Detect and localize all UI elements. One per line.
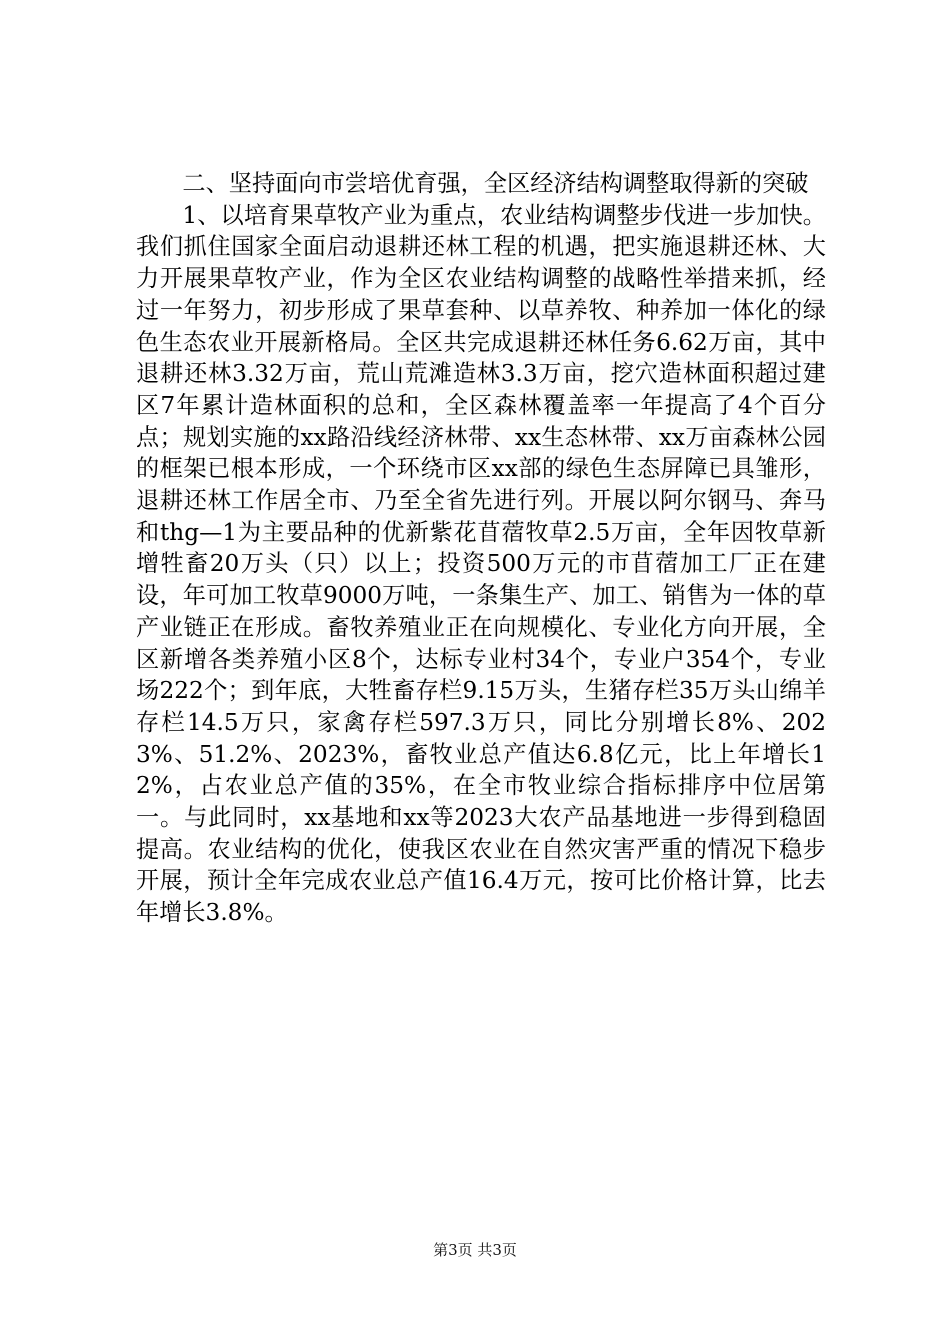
document-body	[136, 168, 826, 929]
section-heading: 二、坚持面向市尝培优育强，全区经济结构调整取得新的突破	[182, 170, 809, 197]
body-paragraph: 1、以培育果草牧产业为重点，农业结构调整步伐进一步加快。我们抓住国家全面启动退耕还林工程的机遇，把实施退耕还林、大力开展果草牧产业，作为全区农业结构调整的战略性举措来抓，经过一年努力，初步形成了果草套种、以草养牧、种养加一体化的绿色生态农业开展新格局。全区共完成退耕还林任务6.62万亩，其中退耕还林3.32万亩，荒山荒滩造林3.3万亩，挖穴造林面积超过建区7年累计造林面积的总和，全区森林覆盖率一年提高了4个百分点；规划实施的xx路沿线经济林带、xx生态林带、xx万亩森林公园的框架已根本形成，一个环绕市区xx部的绿色生态屏障已具雏形，退耕还林工作居全市、乃至全省先进行列。开展以阿尔钢马、奔马和thg—1为主要品种的优新紫花苜蓿牧草2.5万亩，全年因牧草新增牲畜20万头（只）以上；投资500万元的市苜蓿加工厂正在建设，年可加工牧草9000万吨，一条集生产、加工、销售为一体的草产业链正在形成。畜牧养殖业正在向规模化、专业化方向开展，全区新增各类养殖小区8个，达标专业村34个，专业户354个，专业场222个；到年底，大牲畜存栏9.15万头，生猪存栏35万头山绵羊存栏14.5万只，家禽存栏597.3万只，同比分别增长8%、2023%、51.2%、2023%，畜牧业总产值达6.8亿元，比上年增长12%，占农业总产值的35%，在全市牧业综合指标排序中位居第一。与此同时，xx基地和xx等2023大农产品基地进一步得到稳固提高。农业结构的优化，使我区农业在自然灾害严重的情况下稳步开展，预计全年完成农业总产值16.4万元，按可比价格计算，比去年增长3.8%。	[136, 201, 826, 927]
page-number-footer: 第3页 共3页	[433, 1241, 517, 1259]
